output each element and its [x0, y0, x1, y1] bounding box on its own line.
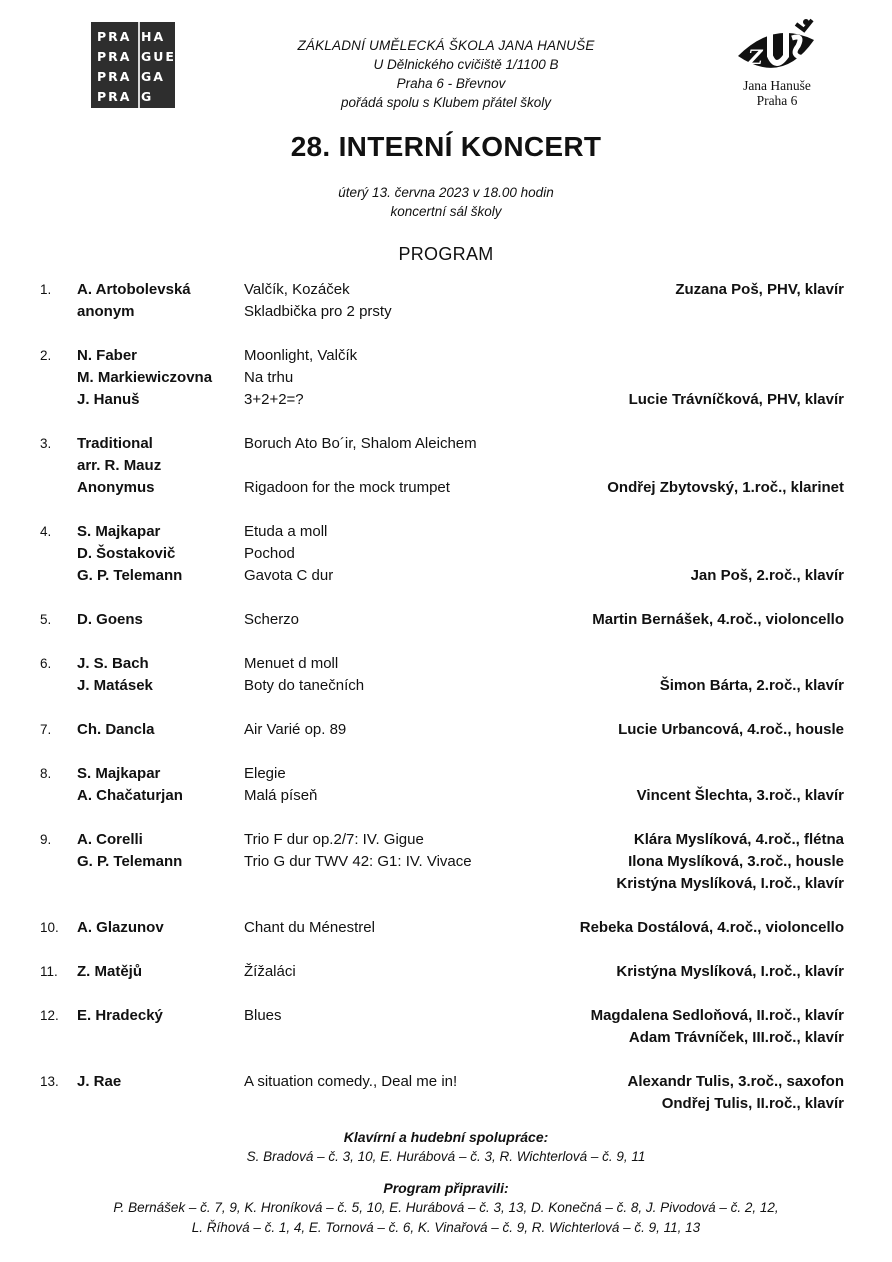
program-row	[0, 675, 892, 697]
item-number: 9.	[40, 832, 52, 847]
performer: Ondřej Zbytovský, 1.roč., klarinet	[607, 479, 844, 496]
composer: D. Šostakovič	[77, 545, 176, 562]
program-row	[0, 521, 892, 543]
program-item	[0, 1005, 892, 1049]
program-row	[0, 455, 892, 477]
program-row	[0, 719, 892, 741]
item-number: 13.	[40, 1074, 59, 1089]
logo-line	[97, 47, 175, 67]
composer: D. Goens	[77, 611, 143, 628]
performer: Kristýna Myslíková, I.roč., klavír	[616, 875, 844, 892]
logo-text: GA	[141, 69, 165, 84]
piece: Air Varié op. 89	[244, 721, 347, 738]
item-number: 8.	[40, 766, 52, 781]
piece: Rigadoon for the mock trumpet	[244, 479, 450, 496]
program-row	[0, 851, 892, 873]
performer: Klára Myslíková, 4.roč., flétna	[633, 831, 844, 848]
composer: E. Hradecký	[77, 1007, 163, 1024]
program-row	[0, 367, 892, 389]
program-item	[0, 1071, 892, 1115]
praha-logo	[91, 22, 175, 108]
logo-text: G	[141, 89, 154, 104]
performer: Vincent Šlechta, 3.roč., klavír	[636, 787, 844, 804]
footer	[0, 1127, 892, 1238]
program-row	[0, 1005, 892, 1027]
piece: Scherzo	[244, 611, 300, 628]
prepared-text-line2: L. Říhová – č. 1, 4, E. Tornová – č. 6, K. Vinařová – č. 9, R. Wichterlová – č. 9, 11, 13	[191, 1220, 701, 1235]
zus-logo	[732, 16, 822, 116]
prepared-heading: Program připravili:	[383, 1180, 509, 1196]
concert-venue: koncertní sál školy	[390, 204, 502, 219]
performer: Šimon Bárta, 2.roč., klavír	[659, 677, 844, 694]
prepared-text-line1: P. Bernášek – č. 7, 9, K. Hroníková – č. 5, 10, E. Hurábová – č. 3, 13, D. Konečná – č. 8, J. Pivodová – č. 2, 12,	[113, 1200, 779, 1215]
composer: anonym	[77, 303, 135, 320]
piece: Blues	[244, 1007, 282, 1024]
program-row	[0, 763, 892, 785]
performer: Lucie Trávníčková, PHV, klavír	[628, 391, 844, 408]
accompaniment-text: S. Bradová – č. 3, 10, E. Hurábová – č. 3, R. Wichterlová – č. 9, 11	[246, 1149, 646, 1164]
program-row	[0, 565, 892, 587]
composer: J. Rae	[77, 1073, 122, 1090]
logo-text: PRA	[97, 69, 132, 84]
logo-text: HA	[141, 29, 166, 44]
piece: Malá píseň	[244, 787, 318, 804]
logo-line	[97, 67, 175, 87]
piece: Žížaláci	[244, 963, 296, 980]
program-item	[0, 521, 892, 587]
composer: Traditional	[77, 435, 153, 452]
item-number: 2.	[40, 348, 52, 363]
piece: Chant du Ménestrel	[244, 919, 375, 936]
composer: A. Artobolevská	[77, 281, 191, 298]
piece: Na trhu	[244, 369, 294, 386]
piece: Boty do tanečních	[244, 677, 365, 694]
concert-title: 28. INTERNÍ KONCERT	[290, 131, 602, 162]
school-name: ZÁKLADNÍ UMĚLECKÁ ŠKOLA JANA HANUŠE	[297, 38, 595, 53]
logo-text: PRA	[97, 29, 132, 44]
piece: Skladbička pro 2 prsty	[244, 303, 392, 320]
school-address: U Dělnického cvičiště 1/1100 B	[373, 57, 559, 72]
composer: J. Hanuš	[77, 391, 140, 408]
item-number: 5.	[40, 612, 52, 627]
school-header	[200, 36, 692, 112]
piece: Trio G dur TWV 42: G1: IV. Vivace	[244, 853, 472, 870]
organizer-note: pořádá spolu s Klubem přátel školy	[340, 95, 552, 110]
zus-eye-icon	[734, 16, 820, 78]
program-row	[0, 543, 892, 565]
performer: Zuzana Poš, PHV, klavír	[675, 281, 844, 298]
performer: Jan Poš, 2.roč., klavír	[690, 567, 844, 584]
performer: Rebeka Dostálová, 4.roč., violoncello	[579, 919, 844, 936]
program-item	[0, 609, 892, 631]
piece: Elegie	[244, 765, 286, 782]
program-item	[0, 345, 892, 411]
piece: A situation comedy., Deal me in!	[244, 1073, 458, 1090]
program-row	[0, 279, 892, 301]
item-number: 4.	[40, 524, 52, 539]
item-number: 1.	[40, 282, 52, 297]
composer: A. Corelli	[77, 831, 143, 848]
program-item	[0, 433, 892, 499]
program-row	[0, 961, 892, 983]
piece: Menuet d moll	[244, 655, 339, 672]
performer: Adam Trávníček, III.roč., klavír	[628, 1029, 844, 1046]
piece: Pochod	[244, 545, 295, 562]
program-row	[0, 1027, 892, 1049]
program-row	[0, 609, 892, 631]
program-heading: PROGRAM	[398, 244, 494, 264]
program-row	[0, 917, 892, 939]
piece: 3+2+2=?	[244, 391, 304, 408]
school-city: Praha 6 - Břevnov	[396, 76, 506, 91]
item-number: 6.	[40, 656, 52, 671]
program-row	[0, 433, 892, 455]
performer: Kristýna Myslíková, I.roč., klavír	[616, 963, 844, 980]
program-row	[0, 873, 892, 895]
item-number: 7.	[40, 722, 52, 737]
composer: J. Matásek	[77, 677, 153, 694]
piece: Gavota C dur	[244, 567, 334, 584]
composer: J. S. Bach	[77, 655, 149, 672]
logo-text: GUE	[141, 49, 176, 64]
program-row	[0, 829, 892, 851]
performer: Ilona Myslíková, 3.roč., housle	[628, 853, 844, 870]
program-list	[0, 279, 892, 1137]
program-row	[0, 785, 892, 807]
program-row	[0, 389, 892, 411]
program-row	[0, 301, 892, 323]
program-row	[0, 477, 892, 499]
logo-text: PRA	[97, 89, 132, 104]
program-item	[0, 917, 892, 939]
piece: Boruch Ato Bo´ir, Shalom Aleichem	[244, 435, 477, 452]
composer: Ch. Dancla	[77, 721, 155, 738]
composer: M. Markiewiczovna	[77, 369, 213, 386]
program-item	[0, 961, 892, 983]
zus-logo-line2: Praha 6	[756, 93, 798, 108]
concert-info	[0, 183, 892, 221]
item-number: 12.	[40, 1008, 59, 1023]
accompaniment-heading: Klavírní a hudební spolupráce:	[343, 1129, 549, 1145]
piece: Etuda a moll	[244, 523, 328, 540]
item-number: 10.	[40, 920, 59, 935]
performer: Alexandr Tulis, 3.roč., saxofon	[627, 1073, 844, 1090]
concert-date: úterý 13. června 2023 v 18.00 hodin	[338, 185, 554, 200]
composer: A. Glazunov	[77, 919, 164, 936]
zus-mark: Z	[748, 45, 763, 69]
logo-line	[97, 27, 175, 47]
composer: N. Faber	[77, 347, 138, 364]
composer: G. P. Telemann	[77, 567, 183, 584]
performer: Lucie Urbancová, 4.roč., housle	[618, 721, 844, 738]
program-row	[0, 345, 892, 367]
performer: Ondřej Tulis, II.roč., klavír	[661, 1095, 844, 1112]
composer: S. Majkapar	[77, 765, 161, 782]
zus-logo-line1: Jana Hanuše	[743, 78, 811, 93]
composer: G. P. Telemann	[77, 853, 183, 870]
composer: S. Majkapar	[77, 523, 161, 540]
performer: Martin Bernášek, 4.roč., violoncello	[592, 611, 844, 628]
piece: Trio F dur op.2/7: IV. Gigue	[244, 831, 424, 848]
performer: Magdalena Sedloňová, II.roč., klavír	[590, 1007, 844, 1024]
program-row	[0, 1071, 892, 1093]
program-row	[0, 1093, 892, 1115]
logo-line	[97, 87, 175, 107]
composer: Anonymus	[77, 479, 155, 496]
program-item	[0, 763, 892, 807]
piece: Valčík, Kozáček	[244, 281, 350, 298]
program-row	[0, 653, 892, 675]
composer: arr. R. Mauz	[77, 457, 162, 474]
composer: A. Chačaturjan	[77, 787, 183, 804]
program-item	[0, 829, 892, 895]
program-item	[0, 719, 892, 741]
item-number: 11.	[40, 964, 58, 979]
item-number: 3.	[40, 436, 52, 451]
program-item	[0, 653, 892, 697]
composer: Z. Matějů	[77, 963, 143, 980]
piece: Moonlight, Valčík	[244, 347, 358, 364]
logo-text: PRA	[97, 49, 132, 64]
program-item	[0, 279, 892, 323]
